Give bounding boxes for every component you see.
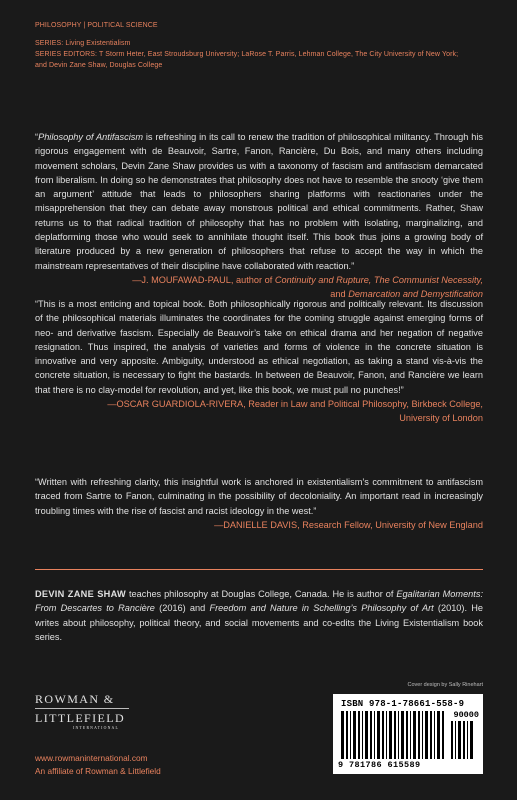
- barcode-bar: [362, 711, 363, 759]
- barcode-bar: [365, 711, 368, 759]
- endorsement-2: [35, 297, 483, 426]
- barcode-bar: [341, 711, 344, 759]
- bio-book-2: Freedom and Nature in Schelling’s Philosophy of Art: [209, 603, 434, 614]
- endorsement-2-affiliation: University of London: [399, 413, 483, 424]
- barcode-bar: [394, 711, 396, 759]
- barcode-bar: [425, 711, 428, 759]
- barcode-bar: [382, 711, 384, 759]
- bio-text-2: (2016) and: [154, 603, 210, 614]
- bio-text-1: teaches philosophy at Douglas College, Canada. He is author of: [126, 589, 397, 599]
- barcode-bar: [377, 711, 380, 759]
- author-bio: [35, 587, 483, 644]
- endorsement-1-body: is refreshing in its call to renew the tradition of philosophical militancy. Through his rigorous engagement with de Beauvoir, Sartre, Fanon, Rancière, Du Bois, and many others including movement scholars, Devin Zane Shaw provides us with a taxonomy of fascism and antifascism demarcated from liberalism. In doing so he demonstrates that philosophy does not have to resemble the snooty ‘give them an argument’ attitude that leads to philosophers sharing platforms with reactionaries under the misapprehension that they can debate away monstrous political and ethical commitments. Rather, Shaw returns us to that radical tradition of philosophy that has no problem with isolating, marginalizing, and deplatforming those who would seek to annihilate thought itself. This book thus joins a growing body of literature produced by a new generation of philosophers that refuse to accept the way in which the mainstream representatives of their discipline have collaborated with reaction.”: [35, 132, 484, 271]
- isbn-label: ISBN 978-1-78661-558-9: [341, 699, 465, 709]
- barcode-bar: [442, 711, 444, 759]
- barcode-bar: [358, 711, 360, 759]
- bio-text-3: (2010). He writes about philosophy, political theory, and social movements and co-edits the Living Existentialism book series.: [35, 603, 483, 642]
- barcode-bar: [463, 721, 465, 759]
- endorsement-2-author: —OSCAR GUARDIOLA-RIVERA,: [107, 399, 246, 410]
- barcode-bar: [346, 711, 348, 759]
- endorsement-3-attribution: [35, 518, 483, 532]
- endorsement-2-attribution: [35, 397, 483, 426]
- barcode-bar: [430, 711, 432, 759]
- barcode-bar: [418, 711, 420, 759]
- barcode-bar: [455, 721, 456, 759]
- endorsement-3-body: “Written with refreshing clarity, this insightful work is anchored in existentialism’s commitment to antifascism traced from Sartre to Fanon, culminating in the possibility of decoloniality. An important read in increasingly troubling times with the rise of fascist and racist ideology in the west.”: [35, 477, 483, 516]
- barcode-bar: [451, 721, 453, 759]
- endorsement-1-and: and: [330, 289, 349, 300]
- publisher-logo: [35, 692, 129, 730]
- series-header: [35, 20, 458, 71]
- endorsement-2-role: Reader in Law and Political Philosophy, Birkbeck College,: [245, 399, 483, 410]
- barcode-bar: [467, 721, 468, 759]
- endorsement-1-books: Continuity and Rupture, The Communist Necessity,: [274, 274, 483, 285]
- barcode-bar: [458, 721, 461, 759]
- publisher-logo-line-1: ROWMAN &: [35, 692, 115, 706]
- barcode-bar: [370, 711, 372, 759]
- barcode-bar: [374, 711, 375, 759]
- endorsement-1-role: author of: [233, 274, 275, 285]
- barcode: [333, 694, 483, 774]
- endorsement-1: [35, 130, 483, 302]
- publisher-logo-rule: [35, 708, 129, 709]
- category-label: PHILOSOPHY | POLITICAL SCIENCE: [35, 22, 158, 29]
- barcode-bar: [398, 711, 399, 759]
- price-code: 90000: [453, 710, 479, 720]
- barcode-bar: [389, 711, 392, 759]
- publisher-logo-line-2: LITTLEFIELD: [35, 711, 126, 725]
- endorsement-3-author: —DANIELLE DAVIS,: [214, 519, 300, 530]
- barcode-bar: [386, 711, 387, 759]
- publisher-links: [35, 752, 161, 778]
- barcode-bar: [350, 711, 351, 759]
- bio-book-1: Egalitarian Moments: From Descartes to Rancière: [35, 589, 483, 614]
- barcode-bar: [353, 711, 356, 759]
- barcode-bar: [406, 711, 408, 759]
- series-editors-line-1: SERIES EDITORS: T Storm Heter, East Stroudsburg University; LaRose T. Parris, Lehman College, The City University of New York;: [35, 51, 459, 58]
- section-divider: [35, 569, 483, 570]
- endorsement-1-book2: Demarcation and Demystification: [348, 289, 483, 300]
- publisher-url[interactable]: www.rowmaninternational.com: [35, 753, 148, 763]
- ean-barcode-bars: [341, 711, 445, 759]
- publisher-logo-sub: INTERNATIONAL: [73, 726, 119, 730]
- endorsement-3-role: Research Fellow, University of New England: [299, 519, 483, 530]
- barcode-bar: [422, 711, 423, 759]
- price-barcode-bars: [451, 721, 477, 759]
- ean-digits: 9 781786 615589: [338, 760, 421, 770]
- endorsement-1-title: Philosophy of Antifascism: [38, 132, 144, 142]
- endorsement-1-author: —J. MOUFAWAD-PAUL,: [132, 274, 234, 285]
- publisher-affiliate: An affiliate of Rowman & Littlefield: [35, 766, 161, 776]
- endorsement-3: [35, 475, 483, 532]
- series-editors-line-2: and Devin Zane Shaw, Douglas College: [35, 62, 163, 69]
- barcode-bar: [401, 711, 404, 759]
- series-label: SERIES: Living Existentialism: [35, 40, 131, 47]
- author-name: DEVIN ZANE SHAW: [35, 589, 127, 599]
- endorsement-2-body: “This is a most enticing and topical book. Both philosophically rigorous and politically relevant. Its discussion of the philosophical materials illuminates the coordinates for the coming struggle against emerging forms of neo- and derivative fascism. Especially de Beauvoir’s take on ethical drama and her negation of negative resignation. Thus inspired, the analysis of varieties and forms of violence in the concrete situation is innovative and very apposite. Ambiguity, understood as ethical negotiation, as taking a stand vis-à-vis the concrete situation, is necessary to fight the bastards. In between de Beauvoir, Fanon, and Rancière we learn that there is no clay-model for revolution, and yet, like this book, we must pull no punches!”: [35, 299, 483, 395]
- barcode-bar: [434, 711, 435, 759]
- barcode-bar: [410, 711, 411, 759]
- barcode-bar: [413, 711, 416, 759]
- endorsement-1-text: “Philosophy of Antifascism is refreshing in its call to renew the tradition of philosophical militancy. Through his rigorous engagement with de Beauvoir, Sartre, Fanon, Rancière, Du Bois, and many others including movement scholars, Devin Zane Shaw provides us with a taxonomy of fascism and antifascism demarcated from liberalism. In doing so he demonstrates that philosophy does not have to resemble the snooty ‘give them an argument’ attitude that leads to philosophers sharing platforms with reactionaries under the misapprehension that they can debate away monstrous political and ethical commitments. Rather, Shaw returns us to that radical tradition of philosophy that has no problem with isolating, marginalizing, and deplatforming those who would seek to annihilate thought itself. This book thus joins a growing body of literature produced by a new generation of philosophers that refuse to accept the way in which the mainstream representatives of their discipline have collaborated with reaction.”: [35, 132, 484, 271]
- cover-design-credit: Cover design by Sally Rinehart: [407, 682, 483, 688]
- barcode-bar: [470, 721, 473, 759]
- barcode-bar: [437, 711, 440, 759]
